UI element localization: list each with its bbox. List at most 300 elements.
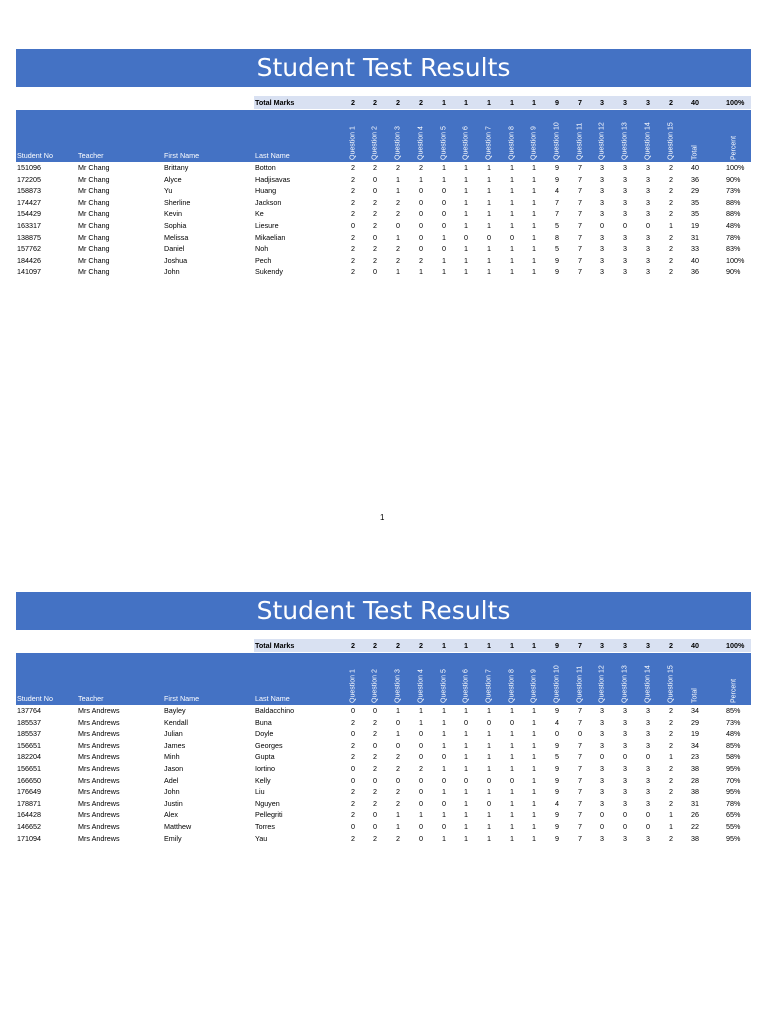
teacher-cell: Mr Chang [78,244,110,254]
score-q2-cell: 2 [373,729,377,739]
score-q15-cell: 2 [669,775,673,785]
teacher-cell: Mrs Andrews [78,798,120,808]
score-q5-cell: 1 [442,763,446,773]
percent-cell: 85% [726,740,741,750]
score-q7-cell: 1 [487,220,491,230]
column-header-row [16,653,751,705]
total-cell: 22 [691,821,699,831]
score-q15-cell: 1 [669,220,673,230]
header-question-1: Question 1 [349,126,357,160]
percent-cell: 65% [726,810,741,820]
score-q12-cell: 0 [600,220,604,230]
score-q4-cell: 0 [419,752,423,762]
table-row [16,833,751,845]
student-no-cell: 178871 [17,798,41,808]
first-name-cell: Julian [164,729,183,739]
header-question-11-cell [575,655,585,703]
total-cell: 31 [691,232,699,242]
score-q7-cell: 0 [487,775,491,785]
score-q5-cell: 0 [442,752,446,762]
student-no-cell: 185537 [17,717,41,727]
table-row [16,740,751,752]
score-q7-cell: 0 [487,232,491,242]
total-marks-q13: 3 [623,98,627,107]
header-question-5-cell [439,655,449,703]
score-q7-cell: 1 [487,729,491,739]
header-question-3-cell [393,112,403,160]
score-q3-cell: 0 [396,717,400,727]
score-q8-cell: 1 [510,209,514,219]
score-q15-cell: 1 [669,810,673,820]
teacher-cell: Mrs Andrews [78,821,120,831]
score-q8-cell: 1 [510,197,514,207]
total-marks-q3: 2 [396,641,400,650]
score-q6-cell: 0 [464,775,468,785]
score-q8-cell: 1 [510,798,514,808]
score-q6-cell: 1 [464,186,468,196]
teacher-cell: Mrs Andrews [78,706,120,715]
score-q8-cell: 1 [510,174,514,184]
percent-cell: 85% [726,706,741,715]
teacher-cell: Mrs Andrews [78,775,120,785]
table-row [16,798,751,810]
score-q13-cell: 3 [623,197,627,207]
score-q6-cell: 1 [464,787,468,797]
student-no-cell: 185537 [17,729,41,739]
total-cell: 35 [691,197,699,207]
header-question-11-cell [575,112,585,160]
total-cell: 28 [691,775,699,785]
total-marks-percent: 100% [726,641,745,650]
score-q2-cell: 2 [373,717,377,727]
score-q3-cell: 1 [396,186,400,196]
first-name-cell: Justin [164,798,183,808]
table-row [16,220,751,232]
score-q5-cell: 0 [442,798,446,808]
score-q3-cell: 0 [396,740,400,750]
page-number: 1 [380,513,385,522]
score-q10-cell: 9 [555,810,559,820]
score-q7-cell: 1 [487,787,491,797]
total-cell: 19 [691,220,699,230]
score-q7-cell: 1 [487,706,491,715]
score-q13-cell: 3 [623,740,627,750]
header-last-name: Last Name [255,694,290,703]
total-marks-q13: 3 [623,641,627,650]
first-name-cell: Joshua [164,255,188,265]
score-q13-cell: 3 [623,833,627,843]
header-question-12-cell [597,112,607,160]
header-teacher: Teacher [78,151,104,160]
score-q6-cell: 1 [464,706,468,715]
student-no-cell: 137764 [17,706,41,715]
score-q14-cell: 3 [646,186,650,196]
percent-cell: 90% [726,174,741,184]
score-q7-cell: 1 [487,209,491,219]
score-q11-cell: 7 [578,255,582,265]
percent-cell: 95% [726,763,741,773]
student-no-cell: 156651 [17,740,41,750]
score-q2-cell: 2 [373,163,377,172]
student-no-cell: 176649 [17,787,41,797]
score-q10-cell: 5 [555,220,559,230]
score-q13-cell: 3 [623,729,627,739]
score-q13-cell: 3 [623,255,627,265]
score-q3-cell: 2 [396,763,400,773]
last-name-cell: Noh [255,244,269,254]
score-q1-cell: 2 [351,244,355,254]
table-row [16,162,751,174]
total-marks-row [16,96,751,109]
total-marks-q2: 2 [373,98,377,107]
percent-cell: 73% [726,717,741,727]
score-q1-cell: 2 [351,197,355,207]
score-q7-cell: 1 [487,752,491,762]
header-question-15-cell [666,655,676,703]
score-q11-cell: 7 [578,763,582,773]
score-q1-cell: 2 [351,798,355,808]
score-q5-cell: 1 [442,740,446,750]
table-row [16,809,751,821]
score-q7-cell: 1 [487,174,491,184]
header-percent-cell [729,655,739,703]
total-marks-q3: 2 [396,98,400,107]
header-question-3-cell [393,655,403,703]
student-no-cell: 154429 [17,209,41,219]
total-cell: 26 [691,810,699,820]
first-name-cell: Kevin [164,209,182,219]
score-q14-cell: 3 [646,255,650,265]
score-q7-cell: 1 [487,821,491,831]
score-q4-cell: 2 [419,163,423,172]
header-question-11: Question 11 [576,122,584,160]
score-q14-cell: 3 [646,729,650,739]
score-q11-cell: 7 [578,197,582,207]
score-q9-cell: 1 [532,763,536,773]
score-q1-cell: 0 [351,775,355,785]
last-name-cell: Huang [255,186,277,196]
table-row [16,174,751,186]
header-question-7-cell [484,655,494,703]
total-marks-q5: 1 [442,98,446,107]
results-section [16,49,751,278]
score-q9-cell: 1 [532,821,536,831]
score-q9-cell: 1 [532,717,536,727]
teacher-cell: Mr Chang [78,232,110,242]
header-percent-cell [729,112,739,160]
first-name-cell: John [164,267,180,277]
score-q10-cell: 9 [555,255,559,265]
score-q6-cell: 1 [464,798,468,808]
last-name-cell: Pech [255,255,272,265]
score-q6-cell: 1 [464,209,468,219]
score-q1-cell: 0 [351,729,355,739]
header-total-cell [690,655,700,703]
table-row [16,266,751,278]
total-marks-q14: 3 [646,98,650,107]
header-question-9: Question 9 [530,126,538,160]
total-marks-q14: 3 [646,641,650,650]
score-q1-cell: 2 [351,232,355,242]
last-name-cell: Liesure [255,220,279,230]
score-q15-cell: 2 [669,717,673,727]
score-q2-cell: 0 [373,821,377,831]
score-q6-cell: 1 [464,763,468,773]
score-q2-cell: 2 [373,798,377,808]
score-q2-cell: 0 [373,706,377,715]
header-question-5-cell [439,112,449,160]
total-marks-q4: 2 [419,641,423,650]
score-q14-cell: 3 [646,197,650,207]
score-q7-cell: 1 [487,763,491,773]
header-percent: Percent [730,135,738,160]
score-q14-cell: 3 [646,717,650,727]
score-q10-cell: 9 [555,821,559,831]
score-q4-cell: 0 [419,186,423,196]
score-q9-cell: 1 [532,174,536,184]
score-q9-cell: 1 [532,186,536,196]
score-q12-cell: 3 [600,267,604,277]
total-cell: 36 [691,267,699,277]
header-question-4: Question 4 [417,126,425,160]
score-q10-cell: 7 [555,197,559,207]
score-q7-cell: 0 [487,798,491,808]
first-name-cell: Daniel [164,244,185,254]
score-q4-cell: 0 [419,220,423,230]
score-q9-cell: 1 [532,740,536,750]
score-q12-cell: 3 [600,763,604,773]
score-q8-cell: 1 [510,244,514,254]
header-question-9-cell [529,655,539,703]
score-q11-cell: 7 [578,186,582,196]
score-q6-cell: 0 [464,717,468,727]
score-q9-cell: 1 [532,798,536,808]
score-q12-cell: 3 [600,740,604,750]
student-no-cell: 138875 [17,232,41,242]
score-q2-cell: 2 [373,244,377,254]
student-no-cell: 163317 [17,220,41,230]
score-q13-cell: 3 [623,232,627,242]
last-name-cell: Buna [255,717,272,727]
student-no-cell: 166650 [17,775,41,785]
score-q9-cell: 1 [532,220,536,230]
score-q13-cell: 3 [623,186,627,196]
score-q8-cell: 1 [510,220,514,230]
header-question-8: Question 8 [508,126,516,160]
score-q9-cell: 1 [532,209,536,219]
score-q14-cell: 3 [646,740,650,750]
score-q15-cell: 1 [669,821,673,831]
score-q8-cell: 1 [510,752,514,762]
header-question-12-cell [597,655,607,703]
score-q8-cell: 1 [510,763,514,773]
score-q6-cell: 1 [464,810,468,820]
score-q5-cell: 1 [442,232,446,242]
header-question-12: Question 12 [598,665,606,703]
score-q10-cell: 9 [555,833,559,843]
score-q2-cell: 2 [373,752,377,762]
score-q2-cell: 2 [373,255,377,265]
score-q12-cell: 3 [600,163,604,172]
header-question-10-cell [552,655,562,703]
total-marks-q12: 3 [600,98,604,107]
score-q10-cell: 9 [555,163,559,172]
total-marks-total: 40 [691,98,699,107]
percent-cell: 83% [726,244,741,254]
table-row [16,763,751,775]
score-q2-cell: 0 [373,740,377,750]
score-q15-cell: 2 [669,763,673,773]
score-q5-cell: 1 [442,267,446,277]
header-last-name: Last Name [255,151,290,160]
header-question-2-cell [370,112,380,160]
score-q3-cell: 1 [396,267,400,277]
score-q12-cell: 3 [600,186,604,196]
score-q5-cell: 1 [442,833,446,843]
score-q11-cell: 7 [578,209,582,219]
score-q2-cell: 2 [373,787,377,797]
score-q14-cell: 3 [646,798,650,808]
score-q8-cell: 1 [510,163,514,172]
first-name-cell: Sherline [164,197,191,207]
score-q1-cell: 2 [351,810,355,820]
score-q2-cell: 0 [373,775,377,785]
first-name-cell: Minh [164,752,180,762]
score-q9-cell: 1 [532,833,536,843]
score-q4-cell: 2 [419,255,423,265]
last-name-cell: Gupta [255,752,275,762]
score-q4-cell: 0 [419,833,423,843]
total-marks-q8: 1 [510,98,514,107]
score-q12-cell: 3 [600,197,604,207]
table-row [16,208,751,220]
score-q1-cell: 2 [351,186,355,196]
column-header-row [16,110,751,162]
score-q3-cell: 0 [396,220,400,230]
total-marks-q8: 1 [510,641,514,650]
score-q8-cell: 1 [510,255,514,265]
score-q6-cell: 1 [464,267,468,277]
score-q12-cell: 0 [600,810,604,820]
total-marks-total: 40 [691,641,699,650]
score-q8-cell: 1 [510,267,514,277]
header-question-7: Question 7 [485,126,493,160]
score-q8-cell: 1 [510,787,514,797]
score-q5-cell: 0 [442,209,446,219]
header-question-3: Question 3 [394,669,402,703]
score-q13-cell: 3 [623,763,627,773]
header-question-4-cell [416,655,426,703]
score-q14-cell: 3 [646,232,650,242]
score-q11-cell: 7 [578,810,582,820]
student-no-cell: 171094 [17,833,41,843]
score-q11-cell: 7 [578,752,582,762]
score-q2-cell: 0 [373,174,377,184]
last-name-cell: Mikaelian [255,232,286,242]
header-question-15: Question 15 [667,122,675,160]
score-q8-cell: 0 [510,717,514,727]
score-q2-cell: 0 [373,186,377,196]
score-q13-cell: 0 [623,220,627,230]
score-q6-cell: 0 [464,232,468,242]
teacher-cell: Mr Chang [78,163,110,172]
header-question-1-cell [348,112,358,160]
score-q3-cell: 2 [396,833,400,843]
score-q10-cell: 9 [555,740,559,750]
student-no-cell: 172205 [17,174,41,184]
score-q14-cell: 3 [646,763,650,773]
score-q8-cell: 1 [510,833,514,843]
score-q2-cell: 0 [373,232,377,242]
score-q14-cell: 3 [646,244,650,254]
score-q11-cell: 7 [578,706,582,715]
score-q12-cell: 3 [600,244,604,254]
percent-cell: 58% [726,752,741,762]
header-student-no: Student No [17,151,53,160]
score-q13-cell: 3 [623,244,627,254]
last-name-cell: Hadjisavas [255,174,291,184]
score-q13-cell: 3 [623,267,627,277]
percent-cell: 48% [726,220,741,230]
score-q11-cell: 7 [578,787,582,797]
score-q1-cell: 0 [351,821,355,831]
total-marks-q5: 1 [442,641,446,650]
score-q4-cell: 0 [419,775,423,785]
header-percent: Percent [730,678,738,703]
score-q8-cell: 1 [510,821,514,831]
score-q15-cell: 2 [669,186,673,196]
score-q11-cell: 7 [578,740,582,750]
score-q15-cell: 2 [669,706,673,715]
score-q10-cell: 9 [555,763,559,773]
score-q10-cell: 0 [555,729,559,739]
total-marks-q15: 2 [669,98,673,107]
score-q4-cell: 0 [419,798,423,808]
total-cell: 35 [691,209,699,219]
first-name-cell: Alex [164,810,178,820]
score-q14-cell: 3 [646,775,650,785]
score-q11-cell: 7 [578,267,582,277]
first-name-cell: Melissa [164,232,189,242]
total-marks-q15: 2 [669,641,673,650]
teacher-cell: Mr Chang [78,186,110,196]
section-title: Student Test Results [16,592,751,630]
score-q10-cell: 4 [555,798,559,808]
score-q15-cell: 2 [669,740,673,750]
total-cell: 19 [691,729,699,739]
score-q7-cell: 1 [487,833,491,843]
score-q9-cell: 1 [532,729,536,739]
score-q10-cell: 8 [555,232,559,242]
first-name-cell: Emily [164,833,182,843]
score-q14-cell: 3 [646,833,650,843]
score-q1-cell: 2 [351,174,355,184]
header-teacher: Teacher [78,694,104,703]
score-q4-cell: 0 [419,729,423,739]
first-name-cell: John [164,787,180,797]
score-q7-cell: 1 [487,197,491,207]
header-question-2: Question 2 [371,669,379,703]
score-q3-cell: 1 [396,810,400,820]
total-marks-label: Total Marks [255,641,295,650]
score-q15-cell: 2 [669,729,673,739]
score-q13-cell: 0 [623,810,627,820]
score-q14-cell: 0 [646,220,650,230]
teacher-cell: Mrs Andrews [78,763,120,773]
header-question-11: Question 11 [576,665,584,703]
score-q12-cell: 3 [600,232,604,242]
percent-cell: 100% [726,255,745,265]
